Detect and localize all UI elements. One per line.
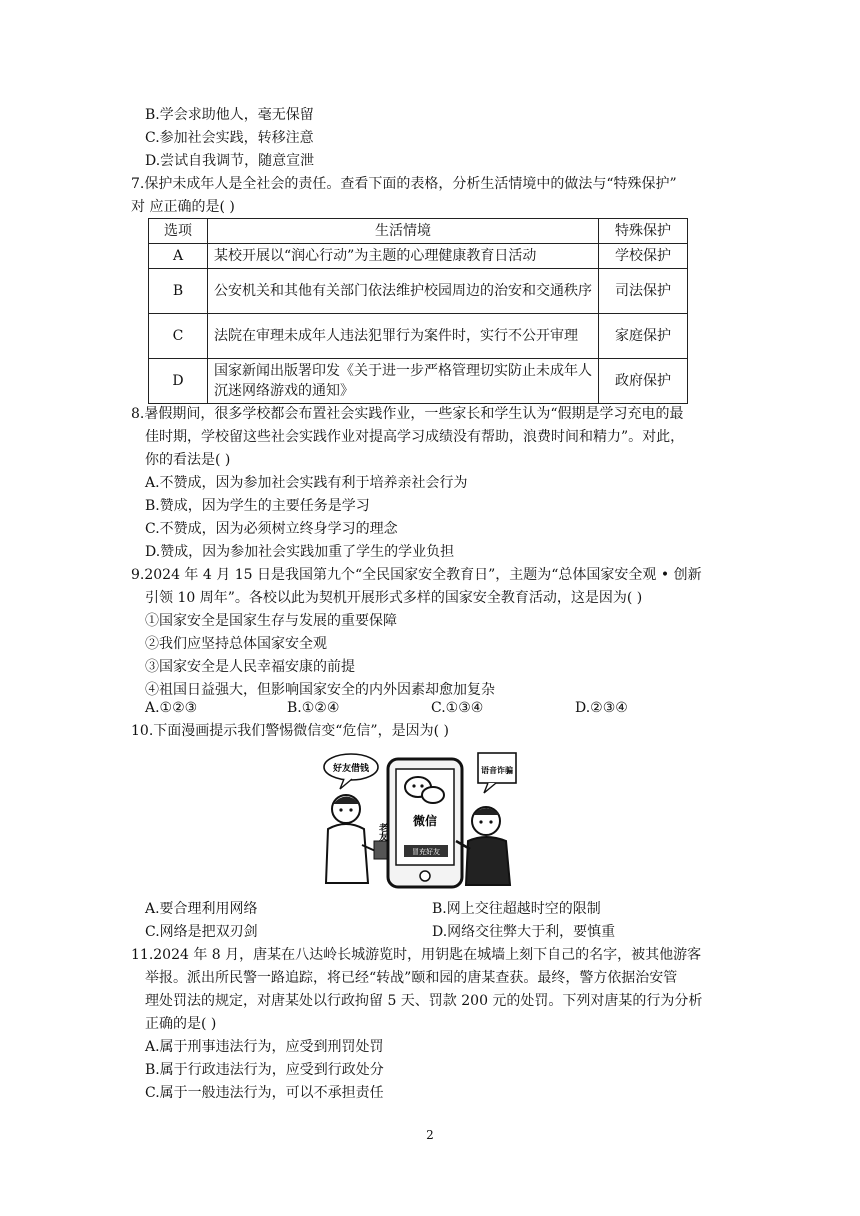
page-number: 2 <box>426 1128 434 1142</box>
table-row <box>149 314 688 359</box>
q11-option-c: C.属于一般违法行为，可以不承担责任 <box>145 1085 384 1101</box>
bubble-left-text: 好友借钱 <box>332 764 370 774</box>
q11-option-b: B.属于行政违法行为，应受到行政处分 <box>145 1062 384 1078</box>
table-header-row <box>149 219 688 244</box>
q6-option-d: D.尝试自我调节，随意宣泄 <box>145 153 315 169</box>
q7-stem-line2: 对 应正确的是( ) <box>131 199 235 215</box>
q11-stem-line4: 正确的是( ) <box>145 1016 217 1032</box>
q11-stem-line1: 11.2024 年 8 月，唐某在八达岭长城游览时，用钥匙在城墙上刻下自己的名字，被其他游客 <box>131 947 702 963</box>
q9-option-c: C.①③④ <box>431 700 484 716</box>
q9-stem-line2: 引领 10 周年”。各校以此为契机开展形式多样的国家安全教育活动，这是因为( ) <box>145 590 643 606</box>
q7-stem-line1: 7.保护未成年人是全社会的责任。查看下面的表格，分析生活情境中的做法与“特殊保护” <box>131 176 677 192</box>
q8-option-b: B.赞成，因为学生的主要任务是学习 <box>145 498 370 514</box>
cell-protection: 司法保护 <box>599 269 688 314</box>
cell-protection: 家庭保护 <box>599 314 688 359</box>
q9-option-d: D.②③④ <box>575 700 628 716</box>
cell-option: B <box>149 269 208 314</box>
q6-option-c: C.参加社会实践，转移注意 <box>145 130 314 146</box>
q8-option-a: A.不赞成，因为参加社会实践有利于培养亲社会行为 <box>145 475 468 491</box>
header-option: 选项 <box>149 219 208 244</box>
protection-table <box>148 218 688 404</box>
q9-stem-line1: 9.2024 年 4 月 15 日是我国第九个“全民国家安全教育日”，主题为“总体国家安全观 • 创新 <box>131 567 702 583</box>
table-row <box>149 359 688 404</box>
q11-stem-line2: 举报。派出所民警一路追踪，将已经“转战”颐和园的唐某查获。最终，警方依据治安管 <box>145 970 678 986</box>
q8-option-d: D.赞成，因为参加社会实践加重了学生的学业负担 <box>145 544 455 560</box>
wallet-icon <box>374 841 388 859</box>
q6-option-b: B.学会求助他人，毫无保留 <box>145 107 314 123</box>
q10-stem: 10.下面漫画提示我们警惕微信变“危信”，是因为( ) <box>131 723 449 739</box>
wechat-fraud-comic <box>318 749 526 891</box>
cell-protection: 学校保护 <box>599 244 688 269</box>
table-row <box>149 244 688 269</box>
q9-option-b: B.①②④ <box>287 700 340 716</box>
right-man-body <box>466 837 510 885</box>
cell-scene: 某校开展以“润心行动”为主题的心理健康教育日活动 <box>208 244 599 269</box>
cell-option: D <box>149 359 208 404</box>
q9-option-a: A.①②③ <box>145 700 198 716</box>
q11-option-a: A.属于刑事违法行为，应受到刑罚处罚 <box>145 1039 384 1055</box>
side-label: 老友 <box>377 823 387 841</box>
table-row <box>149 269 688 314</box>
q8-stem-line3: 你的看法是( ) <box>145 452 231 468</box>
phone-bottom-label: 冒充好友 <box>412 848 440 856</box>
left-man-body <box>326 824 368 883</box>
cell-scene: 公安机关和其他有关部门依法维护校园周边的治安和交通秩序 <box>208 269 599 314</box>
q10-option-c: C.网络是把双刃剑 <box>145 924 258 940</box>
q9-statement-4: ④祖国日益强大，但影响国家安全的内外因素却愈加复杂 <box>145 682 495 698</box>
q10-option-b: B.网上交往超越时空的限制 <box>432 901 601 917</box>
q9-statement-3: ③国家安全是人民幸福安康的前提 <box>145 659 355 675</box>
q10-option-d: D.网络交往弊大于利，要慎重 <box>432 924 616 940</box>
header-scene: 生活情境 <box>208 219 599 244</box>
q9-statement-1: ①国家安全是国家生存与发展的重要保障 <box>145 613 397 629</box>
cell-option: A <box>149 244 208 269</box>
cell-scene: 法院在审理未成年人违法犯罪行为案件时，实行不公开审理 <box>208 314 599 359</box>
cell-protection: 政府保护 <box>599 359 688 404</box>
q8-stem-line2: 佳时期，学校留这些社会实践作业对提高学习成绩没有帮助，浪费时间和精力”。对此， <box>145 429 685 445</box>
q11-stem-line3: 理处罚法的规定，对唐某处以行政拘留 5 天、罚款 200 元的处罚。下列对唐某的行为分析 <box>145 993 703 1009</box>
cell-option: C <box>149 314 208 359</box>
bubble-right-text: 语音诈骗 <box>481 766 513 775</box>
cell-scene: 国家新闻出版署印发《关于进一步严格管理切实防止未成年人沉迷网络游戏的通知》 <box>208 359 599 404</box>
q8-option-c: C.不赞成，因为必须树立终身学习的理念 <box>145 521 398 537</box>
q9-statement-2: ②我们应坚持总体国家安全观 <box>145 636 327 652</box>
q8-stem-line1: 8.暑假期间，很多学校都会布置社会实践作业，一些家长和学生认为“假期是学习充电的最 <box>131 406 684 422</box>
header-protection: 特殊保护 <box>599 219 688 244</box>
phone-label: 微信 <box>412 814 438 828</box>
q10-option-a: A.要合理利用网络 <box>145 901 258 917</box>
